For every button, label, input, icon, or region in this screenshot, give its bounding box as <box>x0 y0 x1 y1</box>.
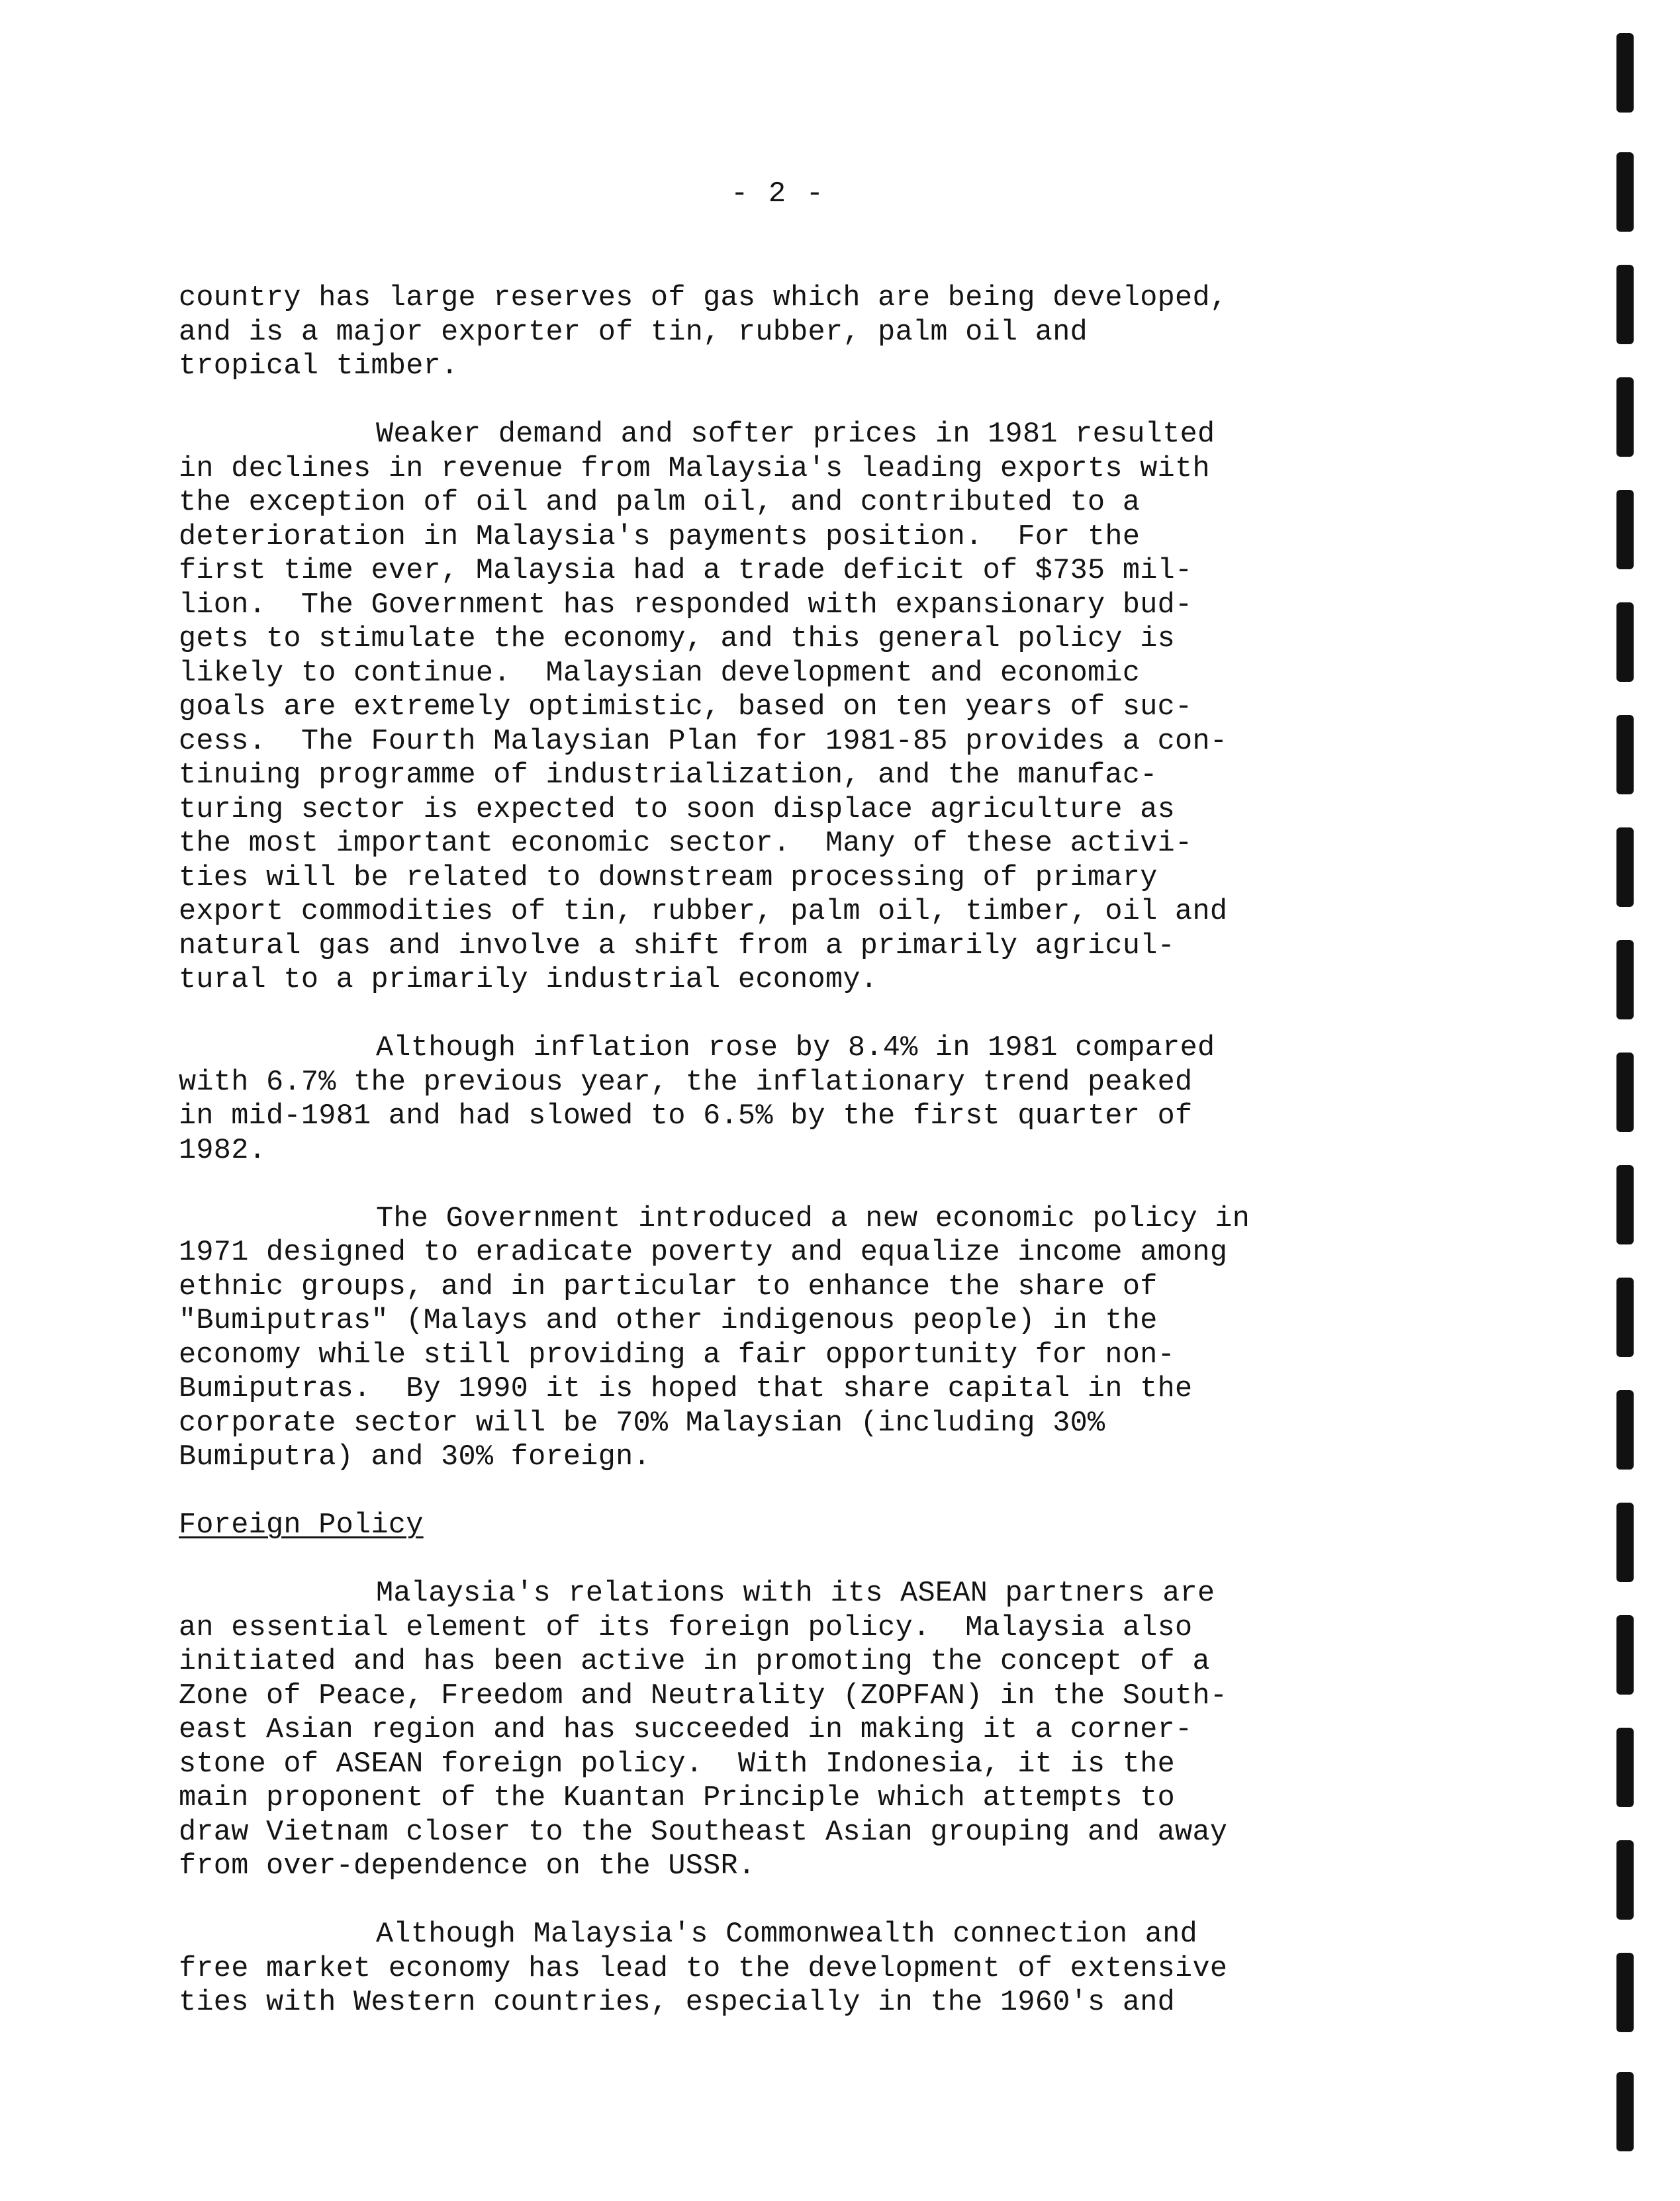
text-line: free market economy has lead to the development of extensive <box>179 1952 1228 1985</box>
text-line: gets to stimulate the economy, and this general policy is <box>179 623 1176 655</box>
text-line: draw Vietnam closer to the Southeast Asian grouping and away <box>179 1816 1228 1849</box>
text-line: in declines in revenue from Malaysia's leading exports with <box>179 452 1210 485</box>
text-line: Although inflation rose by 8.4% in 1981 compared <box>376 1032 1215 1064</box>
binding-hole <box>1616 490 1634 569</box>
binding-hole <box>1616 827 1634 907</box>
text-line: Malaysia's relations with its ASEAN partners are <box>376 1577 1215 1610</box>
binding-hole <box>1616 152 1634 232</box>
section-heading <box>179 1509 1436 1543</box>
text-line: main proponent of the Kuantan Principle which attempts to <box>179 1782 1176 1814</box>
text-line: goals are extremely optimistic, based on ten years of suc- <box>179 691 1193 724</box>
binding-hole <box>1616 1953 1634 2032</box>
text-line: Zone of Peace, Freedom and Neutrality (ZOPFAN) in the South- <box>179 1679 1228 1712</box>
paragraph <box>179 418 1436 998</box>
binding-holes-strip <box>1587 0 1680 2201</box>
text-line: from over-dependence on the USSR. <box>179 1850 756 1883</box>
text-line: the most important economic sector. Many of these activi- <box>179 827 1193 860</box>
text-line: 1982. <box>179 1134 267 1167</box>
paragraph <box>179 281 1436 384</box>
text-line: economy while still providing a fair opportunity for non- <box>179 1338 1176 1372</box>
text-line: in mid-1981 and had slowed to 6.5% by the first quarter of <box>179 1100 1193 1133</box>
text-line: tural to a primarily industrial economy. <box>179 964 878 996</box>
paragraph <box>179 1577 1436 1884</box>
paragraph <box>179 1202 1436 1475</box>
binding-hole <box>1616 602 1634 682</box>
binding-hole <box>1616 1503 1634 1582</box>
text-line: with 6.7% the previous year, the inflationary trend peaked <box>179 1066 1193 1099</box>
text-line: stone of ASEAN foreign policy. With Indonesia, it is the <box>179 1748 1176 1781</box>
text-line: The Government introduced a new economic policy in <box>376 1202 1250 1235</box>
page-number: - 2 - <box>730 177 825 211</box>
binding-hole <box>1616 1728 1634 1807</box>
text-line: Bumiputra) and 30% foreign. <box>179 1441 651 1474</box>
binding-hole <box>1616 940 1634 1019</box>
text-line: natural gas and involve a shift from a primarily agricul- <box>179 929 1176 962</box>
text-line: Although Malaysia's Commonwealth connection and <box>376 1918 1197 1951</box>
paragraph <box>179 1918 1436 2020</box>
text-line: initiated and has been active in promoting the concept of a <box>179 1646 1210 1678</box>
text-line: Bumiputras. By 1990 it is hoped that share capital in the <box>179 1373 1193 1405</box>
binding-hole <box>1616 715 1634 794</box>
binding-hole <box>1616 1615 1634 1695</box>
text-line: ethnic groups, and in particular to enhance the share of <box>179 1270 1158 1303</box>
binding-hole <box>1616 1165 1634 1244</box>
binding-hole <box>1616 2072 1634 2151</box>
binding-hole <box>1616 1278 1634 1357</box>
binding-hole <box>1616 1053 1634 1132</box>
foreign-policy-section <box>179 1577 1436 2020</box>
text-line: likely to continue. Malaysian development and economic <box>179 657 1141 690</box>
text-line: an essential element of its foreign policy. Malaysia also <box>179 1611 1193 1644</box>
text-line: export commodities of tin, rubber, palm oil, timber, oil and <box>179 896 1228 928</box>
text-line: lion. The Government has responded with expansionary bud- <box>179 588 1193 622</box>
binding-hole <box>1616 1840 1634 1920</box>
text-line: and is a major exporter of tin, rubber, palm oil and <box>179 316 1088 349</box>
text-line: east Asian region and has succeeded in making it a corner- <box>179 1714 1193 1746</box>
text-line: first time ever, Malaysia had a trade deficit of $735 mil- <box>179 555 1193 587</box>
binding-hole <box>1616 33 1634 113</box>
text-line: the exception of oil and palm oil, and contributed to a <box>179 487 1141 519</box>
binding-hole <box>1616 1390 1634 1470</box>
text-line: 1971 designed to eradicate poverty and equalize income among <box>179 1237 1228 1269</box>
section-heading-text: Foreign Policy <box>179 1509 424 1542</box>
document-body <box>179 281 1436 2054</box>
text-line: ties with Western countries, especially in the 1960's and <box>179 1987 1176 2019</box>
text-line: tinuing programme of industrialization, and the manufac- <box>179 759 1158 792</box>
economy-section <box>179 281 1436 1475</box>
text-line: turing sector is expected to soon displace agriculture as <box>179 793 1176 826</box>
text-line: cess. The Fourth Malaysian Plan for 1981-85 provides a con- <box>179 725 1228 758</box>
binding-hole <box>1616 377 1634 457</box>
text-line: tropical timber. <box>179 350 459 383</box>
text-line: "Bumiputras" (Malays and other indigenous people) in the <box>179 1305 1158 1337</box>
text-line: Weaker demand and softer prices in 1981 resulted <box>376 418 1215 451</box>
text-line: country has large reserves of gas which are being developed, <box>179 282 1228 314</box>
paragraph <box>179 1031 1436 1168</box>
text-line: corporate sector will be 70% Malaysian (including 30% <box>179 1407 1105 1440</box>
binding-hole <box>1616 265 1634 344</box>
text-line: ties will be related to downstream processing of primary <box>179 861 1158 894</box>
text-line: deterioration in Malaysia's payments position. For the <box>179 520 1141 553</box>
